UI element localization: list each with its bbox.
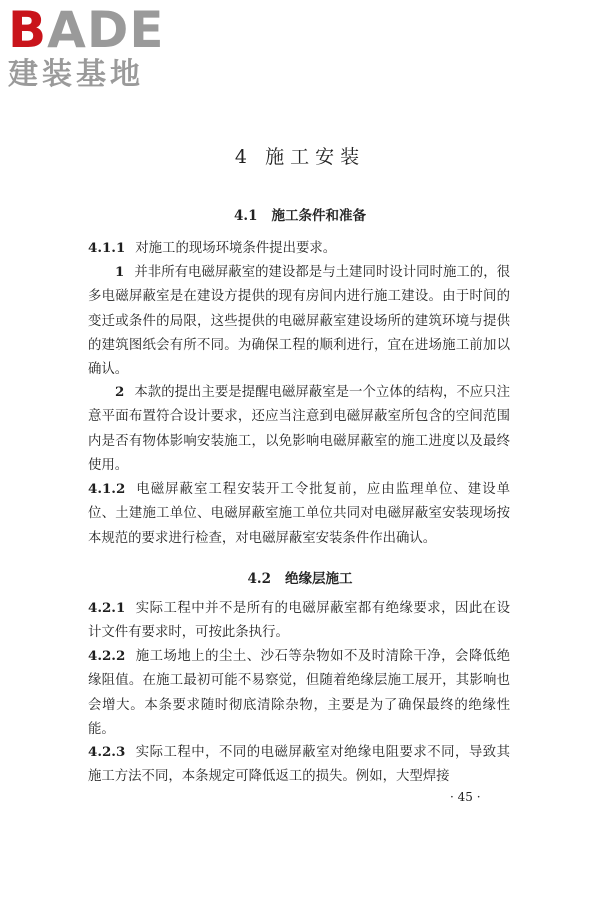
clause-4-1-1-item-1 bbox=[88, 260, 510, 382]
item-number: 1 bbox=[115, 264, 125, 280]
section-name: 施工条件和准备 bbox=[271, 208, 366, 224]
section-number: 4.1 bbox=[234, 208, 258, 224]
logo-wordmark-rest: ADE bbox=[47, 1, 165, 59]
clause-4-1-1 bbox=[88, 236, 510, 261]
logo-subtitle: 建装基地 bbox=[8, 57, 144, 92]
chapter-number: 4 bbox=[234, 146, 254, 168]
page-number: · 45 · bbox=[450, 790, 481, 804]
section-name: 绝缘层施工 bbox=[285, 571, 353, 587]
logo-wordmark-accent: B bbox=[8, 1, 48, 59]
clause-text: 电磁屏蔽室工程安装开工令批复前，应由监理单位、建设单位、土建施工单位、电磁屏蔽室施工单位共同对电磁屏蔽室安装现场按本规范的要求进行检查，对电磁屏蔽室安装条件作出确认。 bbox=[88, 482, 510, 546]
clause-number: 4.2.3 bbox=[88, 744, 126, 760]
clause-4-2-2 bbox=[88, 644, 510, 742]
item-text: 本款的提出主要是提醒电磁屏蔽室是一个立体的结构，不应只注意平面布置符合设计要求，还应当注意到电磁屏蔽室所包含的空间范围内是否有物体影响安装施工，以免影响电磁屏蔽室的施工进度以及最终使用。 bbox=[88, 385, 510, 473]
clause-text: 施工场地上的尘土、沙石等杂物如不及时清除干净，会降低绝缘阻值。在施工最初可能不易察觉，但随着绝缘层施工展开，其影响也会增大。本条要求随时彻底清除杂物，主要是为了确保最终的绝缘性能。 bbox=[88, 649, 510, 737]
clause-4-1-1-item-2 bbox=[88, 380, 510, 478]
item-text: 并非所有电磁屏蔽室的建设都是与土建同时设计同时施工的，很多电磁屏蔽室是在建设方提供的现有房间内进行施工建设。由于时间的变迁或条件的局限，这些提供的电磁屏蔽室建设场所的建筑环境与提供的建筑图纸会有所不同。为确保工程的顺利进行，宜在进场施工前加以确认。 bbox=[88, 265, 510, 378]
item-number: 2 bbox=[115, 384, 125, 400]
clause-text: 实际工程中，不同的电磁屏蔽室对绝缘电阻要求不同，导致其施工方法不同，本条规定可降低返工的损失。例如，大型焊接 bbox=[88, 745, 510, 785]
logo-wordmark bbox=[8, 1, 178, 59]
chapter-name: 施工安装 bbox=[265, 146, 366, 168]
clause-number: 4.1.2 bbox=[88, 481, 126, 497]
clause-4-1-2 bbox=[88, 477, 510, 551]
chapter-title bbox=[0, 142, 600, 169]
clause-text: 实际工程中并不是所有的电磁屏蔽室都有绝缘要求，因此在设计文件有要求时，可按此条执行。 bbox=[88, 601, 510, 641]
section-number: 4.2 bbox=[247, 571, 271, 587]
clause-4-2-3 bbox=[88, 740, 510, 790]
section-title-4-1 bbox=[0, 204, 600, 224]
logo bbox=[8, 1, 178, 92]
clause-4-2-1 bbox=[88, 596, 510, 646]
clause-number: 4.2.1 bbox=[88, 600, 126, 616]
clause-number: 4.1.1 bbox=[88, 240, 126, 256]
section-title-4-2 bbox=[0, 567, 600, 587]
clause-number: 4.2.2 bbox=[88, 648, 126, 664]
clause-text: 对施工的现场环境条件提出要求。 bbox=[135, 241, 337, 256]
